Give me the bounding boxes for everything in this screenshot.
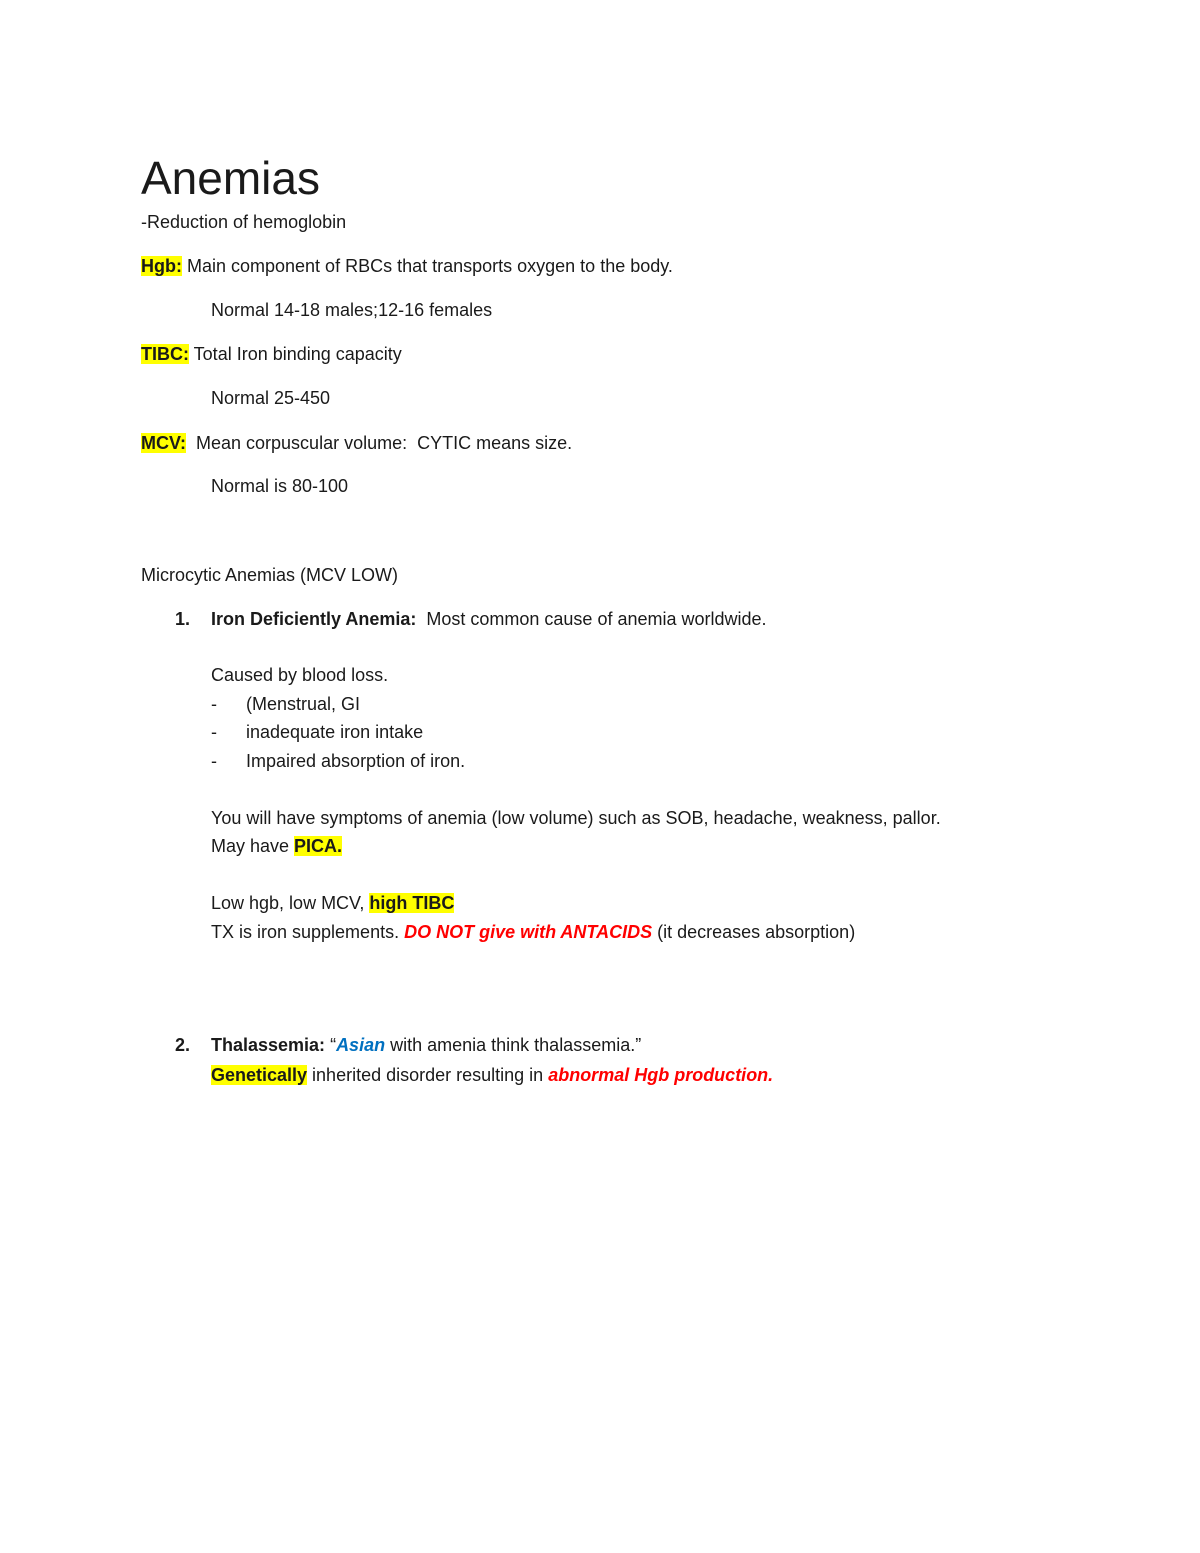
tx-warning: DO NOT give with ANTACIDS: [404, 922, 653, 942]
item2-quote-rest: with amenia think thalassemia.”: [385, 1035, 642, 1055]
term-mcv: MCV:: [141, 433, 186, 453]
item1-desc: Most common cause of anemia worldwide.: [416, 609, 767, 629]
definition-tibc: [141, 342, 402, 366]
abnormal-hgb-text: abnormal Hgb production.: [548, 1065, 774, 1085]
subtitle: -Reduction of hemoglobin: [141, 212, 347, 232]
definition-mcv: [141, 431, 572, 455]
term-tibc: TIBC:: [141, 344, 189, 364]
bullet-marker: -: [211, 694, 217, 714]
list-number-2: 2.: [175, 1035, 191, 1055]
definition-mcv-text: Mean corpuscular volume: CYTIC means size.: [186, 433, 573, 453]
definition-tibc-text: Total Iron binding capacity: [189, 344, 402, 364]
item1-name: Iron Deficiently Anemia:: [211, 609, 417, 629]
inherited-text: inherited disorder resulting in: [307, 1065, 549, 1085]
item1-labs-line: [211, 891, 454, 915]
item1-symptoms: You will have symptoms of anemia (low volume) such as SOB, headache, weakness, pallor.: [211, 808, 941, 828]
normal-mcv: Normal is 80-100: [211, 476, 349, 496]
list-number-1: 1.: [175, 609, 191, 629]
section-heading: Microcytic Anemias (MCV LOW): [141, 565, 399, 585]
item2-genetics-line: [211, 1063, 773, 1087]
bullet-item: Impaired absorption of iron.: [246, 751, 466, 771]
term-hgb: Hgb:: [141, 256, 182, 276]
tx-suffix: (it decreases absorption): [652, 922, 856, 942]
item1-cause: Caused by blood loss.: [211, 665, 389, 685]
bullet-marker: -: [211, 751, 217, 771]
list-item-iron-deficiency: [211, 607, 767, 631]
list-item-thalassemia: [211, 1033, 641, 1057]
tx-prefix: TX is iron supplements.: [211, 922, 405, 942]
pica-highlight: PICA.: [294, 836, 343, 856]
normal-hgb: Normal 14-18 males;12-16 females: [211, 300, 493, 320]
item1-pica-line: [211, 834, 342, 858]
normal-tibc: Normal 25-450: [211, 388, 331, 408]
labs-prefix: Low hgb, low MCV,: [211, 893, 370, 913]
pica-prefix: May have: [211, 836, 295, 856]
item2-name: Thalassemia:: [211, 1035, 326, 1055]
definition-hgb-text: Main component of RBCs that transports oxygen to the body.: [181, 256, 673, 276]
labs-highlight: high TIBC: [369, 893, 455, 913]
item2-quote-open: “: [325, 1035, 337, 1055]
item1-tx-line: [211, 920, 855, 944]
page-title: Anemias: [141, 152, 320, 204]
bullet-marker: -: [211, 722, 217, 742]
definition-hgb: [141, 254, 673, 278]
bullet-item: inadequate iron intake: [246, 722, 424, 742]
bullet-item: (Menstrual, GI: [246, 694, 361, 714]
genetically-highlight: Genetically: [211, 1065, 308, 1085]
item2-asian: Asian: [336, 1035, 386, 1055]
